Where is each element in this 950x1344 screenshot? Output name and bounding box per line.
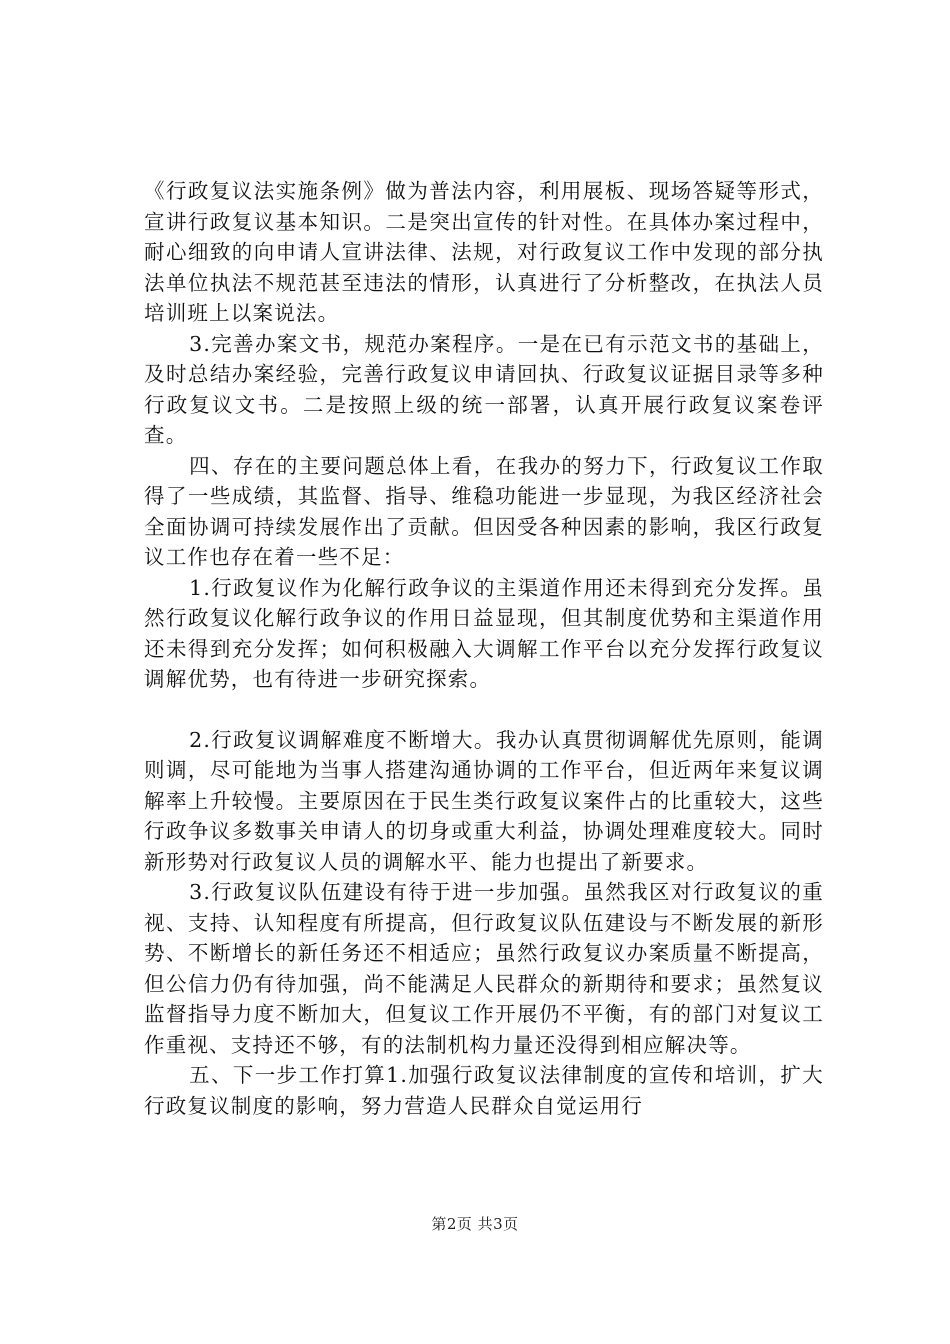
paragraph-main-problems: 四、存在的主要问题总体上看，在我办的努力下，行政复议工作取得了一些成绩，其监督、指导、维稳功能进一步显现，为我区经济社会全面协调可持续发展作出了贡献。但因受各种因素的影响，我区行政复议工作也存在着一些不足： — [144, 453, 824, 569]
paragraph-promotion-continued: 《行政复议法实施条例》做为普法内容，利用展板、现场答疑等形式，宣讲行政复议基本知识。二是突出宣传的针对性。在具体办案过程中，耐心细致的向申请人宣讲法律、法规，对行政复议工作中发现的部分执法单位执法不规范甚至违法的情形，认真进行了分析整改，在执法人员培训班上以案说法。 — [144, 179, 824, 325]
paragraph-improve-documents: 3.完善办案文书，规范办案程序。一是在已有示范文书的基础上，及时总结办案经验，完善行政复议申请回执、行政复议证据目录等多种行政复议文书。二是按照上级的统一部署，认真开展行政复议案卷评查。 — [144, 331, 824, 447]
paragraph-problem-2: 2.行政复议调解难度不断增大。我办认真贯彻调解优先原则，能调则调，尽可能地为当事人搭建沟通协调的工作平台，但近两年来复议调解率上升较慢。主要原因在于民生类行政复议案件占的比重较大，这些行政争议多数事关申请人的切身或重大利益，协调处理难度较大。同时新形势对行政复议人员的调解水平、能力也提出了新要求。 — [144, 727, 824, 874]
paragraph-problem-1: 1.行政复议作为化解行政争议的主渠道作用还未得到充分发挥。虽然行政复议化解行政争议的作用日益显现，但其制度优势和主渠道作用还未得到充分发挥；如何积极融入大调解工作平台以充分发挥行政复议调解优势，也有待进一步研究探索。 — [144, 575, 824, 691]
paragraph-next-steps: 五、下一步工作打算1.加强行政复议法律制度的宣传和培训，扩大行政复议制度的影响，努力营造人民群众自觉运用行 — [144, 1063, 824, 1118]
document-body — [144, 176, 824, 1121]
page-number-footer: 第2页 共3页 — [431, 1215, 519, 1233]
paragraph-problem-3: 3.行政复议队伍建设有待于进一步加强。虽然我区对行政复议的重视、支持、认知程度有所提高，但行政复议队伍建设与不断发展的新形势、不断增长的新任务还不相适应；虽然行政复议办案质量不断提高，但公信力仍有待加强，尚不能满足人民群众的新期待和要求；虽然复议监督指导力度不断加大，但复议工作开展仍不平衡，有的部门对复议工作重视、支持还不够，有的法制机构力量还没得到相应解决等。 — [144, 880, 824, 1057]
